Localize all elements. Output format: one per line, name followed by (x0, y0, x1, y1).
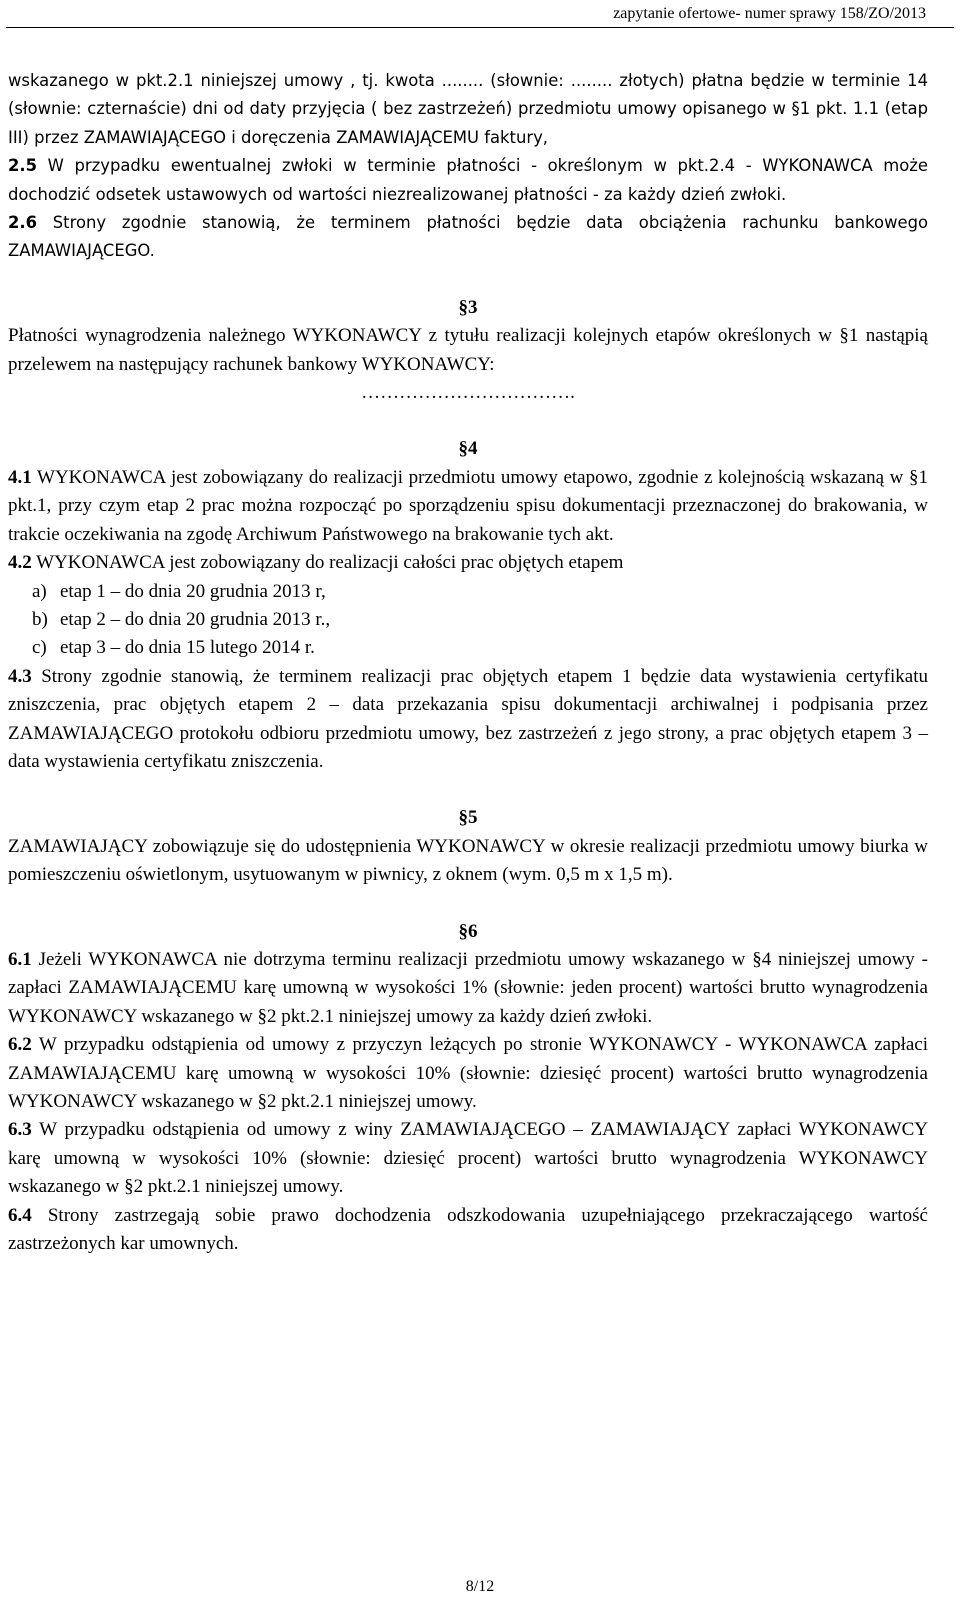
paragraph-text: Strony zgodnie stanowią, że terminem realizacji prac objętych etapem 1 będzie data wystawienia certyfikatu zniszczenia, prac objętych etapem 2 – data przekazania spisu dokumentacji archiwalnej i podpisania przez ZAMAWIAJĄCEGO protokołu odbioru przedmiotu umowy, bez zastrzeżeń z jego strony, a prac objętych etapem 3 – data wystawienia certyfikatu zniszczenia. (8, 665, 928, 772)
page-header: zapytanie ofertowe- numer sprawy 158/ZO/2013 (613, 5, 926, 22)
paragraph-6-1 (8, 946, 928, 1031)
paragraph-6-3 (8, 1116, 928, 1201)
header-rule (6, 27, 954, 28)
paragraph-text: Strony zgodnie stanowią, że terminem płatności będzie data obciążenia rachunku bankowego ZAMAWIAJĄCEGO. (8, 213, 928, 261)
paragraph-number: 6.2 (8, 1034, 32, 1056)
paragraph-number: 4.1 (8, 466, 32, 488)
paragraph-number: 4.3 (8, 665, 32, 687)
paragraph-text: W przypadku odstąpienia od umowy z przyczyn leżących po stronie WYKONAWCY - WYKONAWCA zapłaci ZAMAWIAJĄCEMU karę umowną w wysokości 10% (słownie: dziesięć procent) wartości brutto wynagrodzenia WYKONAWCY wskazanego w §2 pkt.2.1 niniejszej umowy. (8, 1034, 928, 1112)
list-item-label: a) (32, 580, 47, 602)
paragraph-number: 6.1 (8, 948, 32, 970)
list-item-label: c) (32, 637, 47, 659)
page-number: 8/12 (465, 1578, 495, 1595)
paragraph-number: 6.3 (8, 1119, 32, 1141)
paragraph-text: WYKONAWCA jest zobowiązany do realizacji całości prac objętych etapem (31, 552, 624, 574)
list-item-text: etap 1 – do dnia 20 grudnia 2013 r, (60, 580, 326, 602)
paragraph-4-1 (8, 464, 928, 549)
list-item-a (8, 578, 928, 606)
document-body (8, 67, 928, 1258)
section-5-text: ZAMAWIAJĄCY zobowiązuje się do udostępnienia WYKONAWCY w okresie realizacji przedmiotu umowy biurka w pomieszczeniu oświetlonym, usytuowanym w piwnicy, z oknem (wym. 0,5 m x 1,5 m). (8, 835, 928, 886)
paragraph-text: Strony zastrzegają sobie prawo dochodzenia odszkodowania uzupełniającego przekraczającego wartość zastrzeżonych kar umownych. (8, 1204, 928, 1255)
paragraph-text: WYKONAWCA jest zobowiązany do realizacji przedmiotu umowy etapowo, zgodnie z kolejnością wskazaną w §1 pkt.1, przy czym etap 2 prac można rozpocząć po sporządzeniu spisu dokumentacji przeznaczonej do brakowania, w trakcie oczekiwania na zgodę Archiwum Państwowego na brakowanie tych akt. (8, 466, 928, 545)
paragraph-2-4-continued: wskazanego w pkt.2.1 niniejszej umowy , tj. kwota ........ (słownie: ........ złotych) płatna będzie w terminie 14 (słownie: czternaście) dni od daty przyjęcia ( bez zastrzeżeń) przedmiotu umowy opisanego w §1 pkt. 1.1 (etap III) przez ZAMAWIAJĄCEGO i doręczenia ZAMAWIAJĄCEMU faktury, (8, 71, 928, 147)
paragraph-number: 2.6 (8, 213, 38, 233)
paragraph-6-4 (8, 1202, 928, 1259)
section-heading-3: §3 (458, 296, 478, 318)
paragraph-2-6 (8, 209, 928, 266)
list-item-text: etap 2 – do dnia 20 grudnia 2013 r., (60, 608, 331, 630)
paragraph-4-2 (8, 549, 928, 577)
section-heading-5: §5 (458, 807, 478, 829)
paragraph-6-2 (8, 1031, 928, 1116)
list-item-text: etap 3 – do dnia 15 lutego 2014 r. (60, 637, 315, 659)
section-heading-6: §6 (458, 920, 478, 942)
section-heading-4: §4 (458, 438, 478, 460)
paragraph-4-3 (8, 663, 928, 777)
bank-account-placeholder: ……………………………. (361, 382, 575, 404)
paragraph-2-5 (8, 152, 928, 209)
paragraph-number: 6.4 (8, 1204, 32, 1226)
list-item-c (8, 634, 928, 662)
paragraph-number: 2.5 (8, 156, 38, 176)
paragraph-text: W przypadku ewentualnej zwłoki w terminie płatności - określonym w pkt.2.4 - WYKONAWCA może dochodzić odsetek ustawowych od wartości niezrealizowanej płatności - za każdy dzień zwłoki. (8, 156, 928, 204)
paragraph-text: W przypadku odstąpienia od umowy z winy ZAMAWIAJĄCEGO – ZAMAWIAJĄCY zapłaci WYKONAWCY karę umowną w wysokości 10% (słownie: dziesięć procent) wartości brutto wynagrodzenia WYKONAWCY wskazanego w §2 pkt.2.1 niniejszej umowy. (8, 1119, 928, 1198)
list-item-label: b) (32, 608, 48, 630)
list-item-b (8, 606, 928, 634)
paragraph-text: Jeżeli WYKONAWCA nie dotrzyma terminu realizacji przedmiotu umowy wskazanego w §4 niniejszej umowy - zapłaci ZAMAWIAJĄCEMU karę umowną w wysokości 1% (słownie: jeden procent) wartości brutto wynagrodzenia WYKONAWCY wskazanego w §2 pkt.2.1 niniejszej umowy za każdy dzień zwłoki. (8, 948, 928, 1027)
paragraph-number: 4.2 (8, 552, 32, 574)
section-3-text: Płatności wynagrodzenia należnego WYKONAWCY z tytułu realizacji kolejnych etapów określonych w §1 nastąpią przelewem na następujący rachunek bankowy WYKONAWCY: (8, 325, 928, 375)
